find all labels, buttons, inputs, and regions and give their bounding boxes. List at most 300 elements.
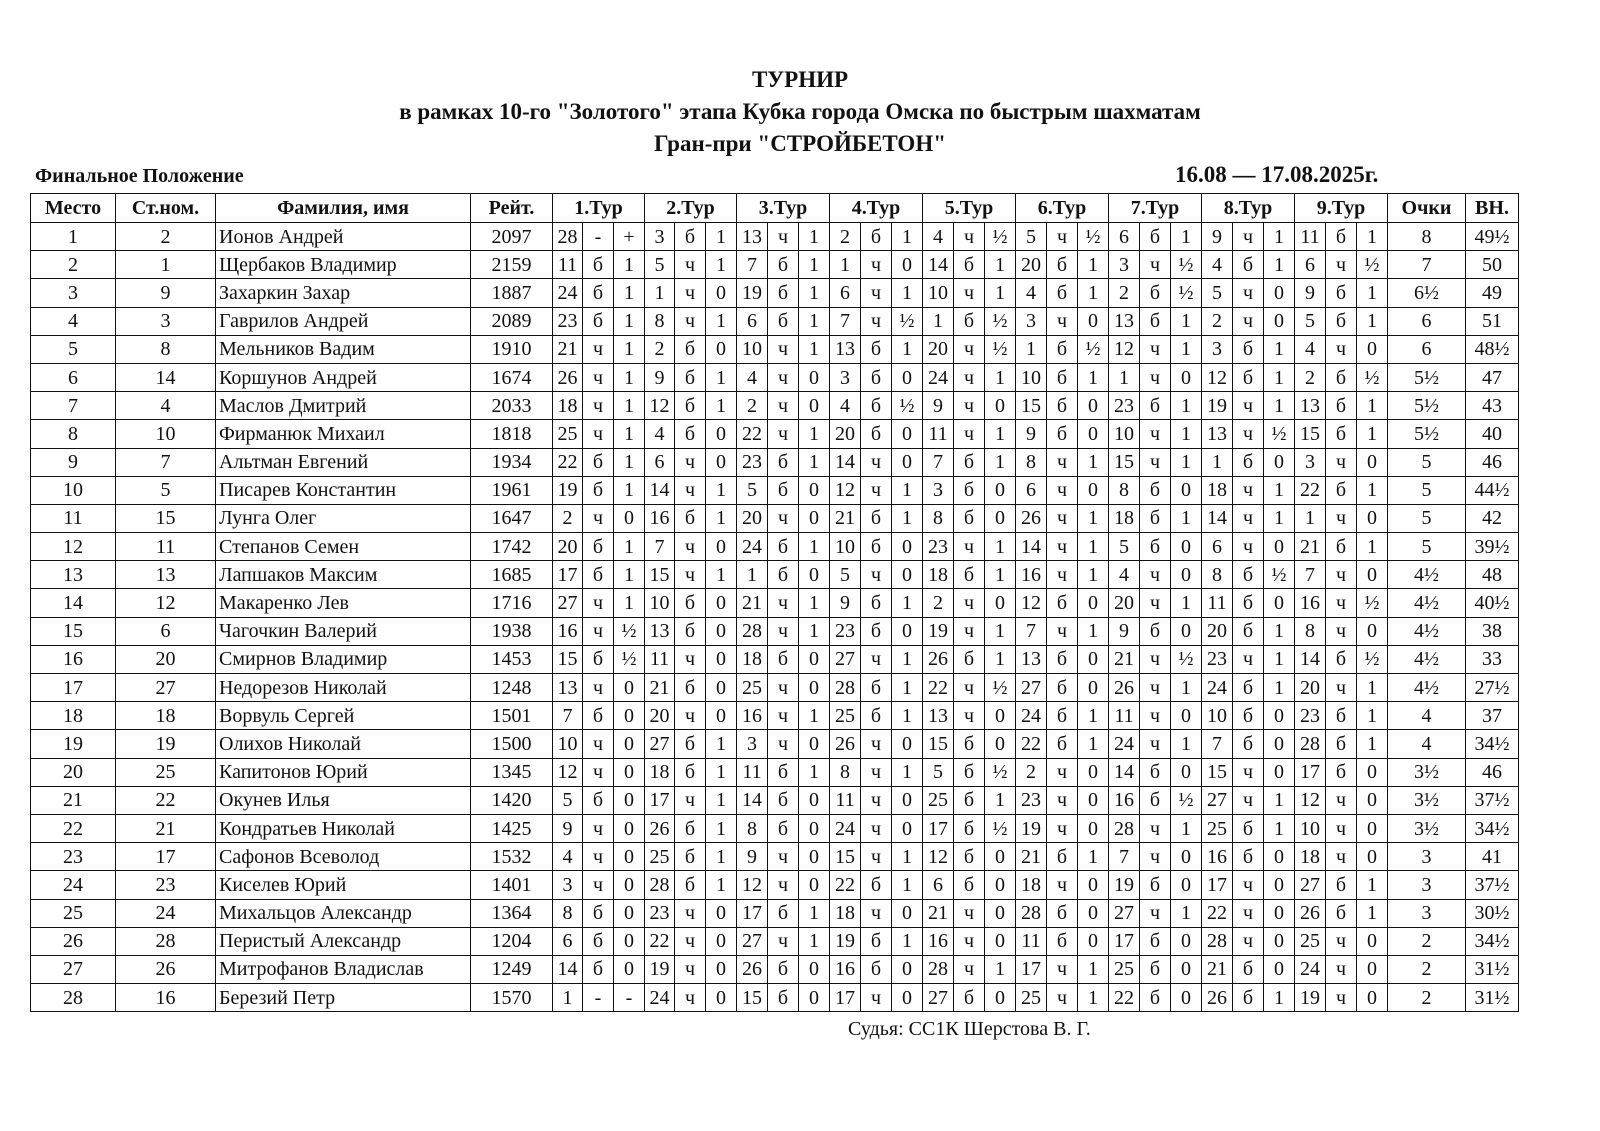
- tiebreak-cell: 44½: [1466, 476, 1519, 504]
- color-cell: б: [861, 702, 892, 730]
- place-cell: 1: [31, 223, 116, 251]
- color-cell: ч: [861, 251, 892, 279]
- opponent-cell: 6: [1295, 251, 1326, 279]
- result-cell: 0: [892, 814, 923, 842]
- player-name-cell: Недорезов Николай: [216, 674, 471, 702]
- rating-cell: 1425: [471, 814, 553, 842]
- result-cell: 1: [1357, 730, 1388, 758]
- result-cell: 1: [1171, 674, 1202, 702]
- color-cell: ч: [583, 363, 614, 391]
- color-cell: б: [1326, 758, 1357, 786]
- color-cell: ч: [583, 392, 614, 420]
- result-cell: 1: [892, 927, 923, 955]
- color-cell: б: [768, 645, 799, 673]
- opponent-cell: 28: [737, 617, 768, 645]
- opponent-cell: 13: [1295, 392, 1326, 420]
- result-cell: 1: [799, 702, 830, 730]
- result-cell: 1: [985, 533, 1016, 561]
- color-cell: б: [1140, 279, 1171, 307]
- table-row: [31, 899, 1519, 927]
- result-cell: 1: [799, 617, 830, 645]
- color-cell: ч: [1047, 758, 1078, 786]
- tiebreak-cell: 37½: [1466, 871, 1519, 899]
- result-cell: 1: [892, 589, 923, 617]
- rating-cell: 1364: [471, 899, 553, 927]
- color-cell: б: [1326, 279, 1357, 307]
- opponent-cell: 17: [830, 984, 861, 1012]
- color-cell: ч: [583, 420, 614, 448]
- color-cell: б: [583, 927, 614, 955]
- rating-cell: 1742: [471, 533, 553, 561]
- result-cell: 1: [1078, 955, 1109, 983]
- result-cell: ½: [985, 674, 1016, 702]
- header-round-1: 1.Тур: [553, 194, 645, 223]
- opponent-cell: 2: [1202, 307, 1233, 335]
- points-cell: 2: [1388, 927, 1466, 955]
- rating-cell: 1453: [471, 645, 553, 673]
- opponent-cell: 10: [1109, 420, 1140, 448]
- result-cell: 0: [799, 843, 830, 871]
- color-cell: б: [583, 645, 614, 673]
- result-cell: 0: [1357, 786, 1388, 814]
- result-cell: 1: [1171, 504, 1202, 532]
- color-cell: б: [1047, 420, 1078, 448]
- result-cell: 0: [1264, 307, 1295, 335]
- result-cell: 1: [1171, 814, 1202, 842]
- rating-cell: 1674: [471, 363, 553, 391]
- player-name-cell: Макаренко Лев: [216, 589, 471, 617]
- result-cell: 0: [1264, 702, 1295, 730]
- opponent-cell: 24: [737, 533, 768, 561]
- color-cell: б: [675, 758, 706, 786]
- opponent-cell: 19: [1109, 871, 1140, 899]
- color-cell: ч: [1140, 251, 1171, 279]
- result-cell: 1: [1264, 251, 1295, 279]
- place-cell: 26: [31, 927, 116, 955]
- opponent-cell: 24: [645, 984, 675, 1012]
- result-cell: 0: [614, 730, 645, 758]
- result-cell: 1: [614, 392, 645, 420]
- result-cell: 1: [892, 758, 923, 786]
- opponent-cell: 12: [830, 476, 861, 504]
- color-cell: ч: [1233, 927, 1264, 955]
- opponent-cell: 8: [1109, 476, 1140, 504]
- color-cell: ч: [1233, 223, 1264, 251]
- opponent-cell: 27: [553, 589, 583, 617]
- color-cell: ч: [1233, 645, 1264, 673]
- result-cell: 0: [892, 533, 923, 561]
- color-cell: ч: [861, 786, 892, 814]
- result-cell: 0: [706, 420, 737, 448]
- color-cell: б: [1140, 476, 1171, 504]
- opponent-cell: 15: [1202, 758, 1233, 786]
- result-cell: 0: [1078, 420, 1109, 448]
- color-cell: ч: [583, 758, 614, 786]
- result-cell: ½: [985, 307, 1016, 335]
- header-points: Очки: [1388, 194, 1466, 223]
- result-cell: 1: [892, 335, 923, 363]
- opponent-cell: 13: [1016, 645, 1047, 673]
- place-cell: 7: [31, 392, 116, 420]
- result-cell: 0: [614, 899, 645, 927]
- result-cell: 0: [1357, 927, 1388, 955]
- opponent-cell: 6: [737, 307, 768, 335]
- place-cell: 13: [31, 561, 116, 589]
- opponent-cell: 24: [830, 814, 861, 842]
- player-name-cell: Смирнов Владимир: [216, 645, 471, 673]
- opponent-cell: 13: [737, 223, 768, 251]
- start-number-cell: 19: [116, 730, 216, 758]
- opponent-cell: 14: [923, 251, 954, 279]
- color-cell: б: [1140, 223, 1171, 251]
- result-cell: 0: [799, 955, 830, 983]
- result-cell: 0: [799, 674, 830, 702]
- opponent-cell: 4: [1295, 335, 1326, 363]
- opponent-cell: 28: [1295, 730, 1326, 758]
- start-number-cell: 27: [116, 674, 216, 702]
- opponent-cell: 8: [923, 504, 954, 532]
- opponent-cell: 24: [1295, 955, 1326, 983]
- opponent-cell: 14: [830, 448, 861, 476]
- result-cell: 0: [1078, 392, 1109, 420]
- result-cell: 0: [1078, 307, 1109, 335]
- opponent-cell: 7: [1295, 561, 1326, 589]
- color-cell: ч: [1140, 730, 1171, 758]
- result-cell: 1: [1171, 899, 1202, 927]
- color-cell: ч: [675, 448, 706, 476]
- opponent-cell: 26: [1202, 984, 1233, 1012]
- color-cell: б: [1140, 617, 1171, 645]
- player-name-cell: Ионов Андрей: [216, 223, 471, 251]
- opponent-cell: 6: [1016, 476, 1047, 504]
- tiebreak-cell: 51: [1466, 307, 1519, 335]
- result-cell: 1: [985, 363, 1016, 391]
- opponent-cell: 4: [737, 363, 768, 391]
- document-title: ТУРНИР: [751, 67, 849, 92]
- table-row: [31, 955, 1519, 983]
- color-cell: б: [954, 786, 985, 814]
- color-cell: ч: [1047, 955, 1078, 983]
- opponent-cell: 27: [1202, 786, 1233, 814]
- color-cell: ч: [1047, 223, 1078, 251]
- color-cell: б: [675, 223, 706, 251]
- opponent-cell: 21: [1202, 955, 1233, 983]
- opponent-cell: 22: [1109, 984, 1140, 1012]
- result-cell: 0: [1264, 955, 1295, 983]
- opponent-cell: 7: [1109, 843, 1140, 871]
- color-cell: б: [861, 223, 892, 251]
- rating-cell: 2089: [471, 307, 553, 335]
- color-cell: б: [1326, 392, 1357, 420]
- color-cell: б: [861, 674, 892, 702]
- result-cell: 0: [892, 617, 923, 645]
- result-cell: 1: [1078, 504, 1109, 532]
- opponent-cell: 28: [830, 674, 861, 702]
- color-cell: б: [1233, 674, 1264, 702]
- color-cell: б: [675, 843, 706, 871]
- color-cell: ч: [1326, 814, 1357, 842]
- color-cell: б: [861, 955, 892, 983]
- start-number-cell: 4: [116, 392, 216, 420]
- opponent-cell: 10: [923, 279, 954, 307]
- color-cell: ч: [1047, 871, 1078, 899]
- start-number-cell: 11: [116, 533, 216, 561]
- opponent-cell: 24: [1109, 730, 1140, 758]
- result-cell: 1: [985, 279, 1016, 307]
- start-number-cell: 8: [116, 335, 216, 363]
- color-cell: ч: [1047, 476, 1078, 504]
- result-cell: 0: [614, 927, 645, 955]
- color-cell: б: [1140, 392, 1171, 420]
- color-cell: б: [954, 504, 985, 532]
- result-cell: 0: [614, 843, 645, 871]
- player-name-cell: Сафонов Всеволод: [216, 843, 471, 871]
- place-cell: 25: [31, 899, 116, 927]
- result-cell: 0: [1171, 927, 1202, 955]
- color-cell: б: [861, 871, 892, 899]
- color-cell: ч: [1326, 561, 1357, 589]
- opponent-cell: 12: [923, 843, 954, 871]
- color-cell: ч: [861, 448, 892, 476]
- opponent-cell: 26: [645, 814, 675, 842]
- table-row: [31, 476, 1519, 504]
- opponent-cell: 3: [923, 476, 954, 504]
- opponent-cell: 26: [923, 645, 954, 673]
- color-cell: ч: [954, 279, 985, 307]
- opponent-cell: 2: [1016, 758, 1047, 786]
- opponent-cell: 11: [737, 758, 768, 786]
- color-cell: б: [1233, 730, 1264, 758]
- player-name-cell: Ворвуль Сергей: [216, 702, 471, 730]
- tiebreak-cell: 38: [1466, 617, 1519, 645]
- color-cell: б: [1047, 702, 1078, 730]
- rating-cell: 1248: [471, 674, 553, 702]
- opponent-cell: 1: [553, 984, 583, 1012]
- color-cell: б: [1326, 645, 1357, 673]
- color-cell: б: [768, 533, 799, 561]
- color-cell: б: [954, 730, 985, 758]
- opponent-cell: 14: [645, 476, 675, 504]
- result-cell: 1: [892, 476, 923, 504]
- result-cell: +: [614, 223, 645, 251]
- points-cell: 6: [1388, 335, 1466, 363]
- header-round-2: 2.Тур: [645, 194, 737, 223]
- color-cell: б: [675, 674, 706, 702]
- opponent-cell: 15: [923, 730, 954, 758]
- opponent-cell: 6: [645, 448, 675, 476]
- color-cell: ч: [1047, 504, 1078, 532]
- opponent-cell: 20: [1295, 674, 1326, 702]
- header-round-3: 3.Тур: [737, 194, 830, 223]
- place-cell: 9: [31, 448, 116, 476]
- opponent-cell: 19: [1202, 392, 1233, 420]
- opponent-cell: 3: [645, 223, 675, 251]
- color-cell: ч: [675, 307, 706, 335]
- opponent-cell: 6: [1109, 223, 1140, 251]
- color-cell: б: [675, 392, 706, 420]
- opponent-cell: 12: [1202, 363, 1233, 391]
- opponent-cell: 4: [553, 843, 583, 871]
- color-cell: ч: [768, 420, 799, 448]
- rating-cell: 1685: [471, 561, 553, 589]
- color-cell: ч: [768, 504, 799, 532]
- opponent-cell: 11: [645, 645, 675, 673]
- opponent-cell: 5: [737, 476, 768, 504]
- result-cell: 1: [614, 561, 645, 589]
- opponent-cell: 4: [1109, 561, 1140, 589]
- opponent-cell: 11: [923, 420, 954, 448]
- color-cell: ч: [675, 645, 706, 673]
- color-cell: ч: [768, 617, 799, 645]
- opponent-cell: 17: [1109, 927, 1140, 955]
- player-name-cell: Писарев Константин: [216, 476, 471, 504]
- color-cell: б: [1233, 363, 1264, 391]
- result-cell: 1: [799, 307, 830, 335]
- color-cell: б: [583, 899, 614, 927]
- start-number-cell: 23: [116, 871, 216, 899]
- player-name-cell: Коршунов Андрей: [216, 363, 471, 391]
- tiebreak-cell: 49: [1466, 279, 1519, 307]
- opponent-cell: 23: [1202, 645, 1233, 673]
- opponent-cell: 6: [1202, 533, 1233, 561]
- result-cell: 1: [799, 758, 830, 786]
- result-cell: ½: [892, 392, 923, 420]
- tiebreak-cell: 31½: [1466, 955, 1519, 983]
- opponent-cell: 28: [923, 955, 954, 983]
- result-cell: 0: [892, 786, 923, 814]
- color-cell: б: [768, 786, 799, 814]
- result-cell: 0: [985, 927, 1016, 955]
- opponent-cell: 5: [1016, 223, 1047, 251]
- color-cell: б: [768, 476, 799, 504]
- start-number-cell: 22: [116, 786, 216, 814]
- result-cell: 0: [1171, 561, 1202, 589]
- player-name-cell: Захаркин Захар: [216, 279, 471, 307]
- color-cell: ч: [1233, 533, 1264, 561]
- color-cell: б: [1233, 448, 1264, 476]
- opponent-cell: 24: [1202, 674, 1233, 702]
- result-cell: 1: [1171, 420, 1202, 448]
- opponent-cell: 10: [1016, 363, 1047, 391]
- table-row: [31, 363, 1519, 391]
- opponent-cell: 8: [645, 307, 675, 335]
- start-number-cell: 14: [116, 363, 216, 391]
- color-cell: б: [583, 533, 614, 561]
- result-cell: ½: [1171, 279, 1202, 307]
- result-cell: 1: [706, 363, 737, 391]
- result-cell: 1: [985, 561, 1016, 589]
- opponent-cell: 2: [737, 392, 768, 420]
- result-cell: 0: [706, 955, 737, 983]
- opponent-cell: 4: [1016, 279, 1047, 307]
- opponent-cell: 25: [1295, 927, 1326, 955]
- opponent-cell: 15: [553, 645, 583, 673]
- opponent-cell: 13: [645, 617, 675, 645]
- opponent-cell: 18: [1295, 843, 1326, 871]
- rating-cell: 1401: [471, 871, 553, 899]
- result-cell: 1: [706, 730, 737, 758]
- opponent-cell: 25: [553, 420, 583, 448]
- color-cell: б: [861, 335, 892, 363]
- color-cell: б: [861, 504, 892, 532]
- color-cell: ч: [583, 674, 614, 702]
- document-grand-prix: Гран-при "СТРОЙБЕТОН": [654, 131, 946, 156]
- opponent-cell: 20: [737, 504, 768, 532]
- start-number-cell: 10: [116, 420, 216, 448]
- result-cell: 0: [706, 927, 737, 955]
- result-cell: ½: [1264, 420, 1295, 448]
- result-cell: 0: [1357, 814, 1388, 842]
- result-cell: 1: [614, 307, 645, 335]
- player-name-cell: Фирманюк Михаил: [216, 420, 471, 448]
- color-cell: ч: [768, 363, 799, 391]
- rating-cell: 1532: [471, 843, 553, 871]
- opponent-cell: 9: [553, 814, 583, 842]
- result-cell: 0: [614, 702, 645, 730]
- opponent-cell: 23: [1016, 786, 1047, 814]
- opponent-cell: 27: [737, 927, 768, 955]
- header-round-8: 8.Тур: [1202, 194, 1295, 223]
- result-cell: 0: [799, 476, 830, 504]
- tiebreak-cell: 46: [1466, 448, 1519, 476]
- opponent-cell: 1: [1295, 504, 1326, 532]
- place-cell: 8: [31, 420, 116, 448]
- color-cell: ч: [954, 927, 985, 955]
- result-cell: 1: [1171, 730, 1202, 758]
- opponent-cell: 27: [830, 645, 861, 673]
- opponent-cell: 22: [1295, 476, 1326, 504]
- color-cell: ч: [1047, 786, 1078, 814]
- color-cell: б: [1140, 504, 1171, 532]
- result-cell: 0: [799, 363, 830, 391]
- result-cell: 0: [985, 984, 1016, 1012]
- opponent-cell: 8: [737, 814, 768, 842]
- opponent-cell: 8: [830, 758, 861, 786]
- tiebreak-cell: 30½: [1466, 899, 1519, 927]
- opponent-cell: 28: [1109, 814, 1140, 842]
- result-cell: ½: [985, 335, 1016, 363]
- header-name: Фамилия, имя: [216, 194, 471, 223]
- color-cell: б: [1326, 223, 1357, 251]
- start-number-cell: 25: [116, 758, 216, 786]
- opponent-cell: 11: [1202, 589, 1233, 617]
- result-cell: 0: [706, 645, 737, 673]
- color-cell: ч: [583, 617, 614, 645]
- color-cell: ч: [768, 674, 799, 702]
- opponent-cell: 25: [1202, 814, 1233, 842]
- color-cell: б: [1326, 871, 1357, 899]
- table-row: [31, 984, 1519, 1012]
- opponent-cell: 11: [1295, 223, 1326, 251]
- result-cell: 1: [1357, 392, 1388, 420]
- opponent-cell: 22: [1016, 730, 1047, 758]
- color-cell: б: [1140, 786, 1171, 814]
- opponent-cell: 25: [923, 786, 954, 814]
- result-cell: ½: [985, 758, 1016, 786]
- opponent-cell: 20: [553, 533, 583, 561]
- opponent-cell: 2: [553, 504, 583, 532]
- player-name-cell: Михальцов Александр: [216, 899, 471, 927]
- color-cell: б: [1233, 843, 1264, 871]
- tiebreak-cell: 42: [1466, 504, 1519, 532]
- result-cell: -: [614, 984, 645, 1012]
- points-cell: 3: [1388, 899, 1466, 927]
- opponent-cell: 1: [830, 251, 861, 279]
- standings-table: [30, 193, 1519, 1012]
- tiebreak-cell: 40: [1466, 420, 1519, 448]
- result-cell: 1: [1264, 645, 1295, 673]
- result-cell: ½: [1171, 645, 1202, 673]
